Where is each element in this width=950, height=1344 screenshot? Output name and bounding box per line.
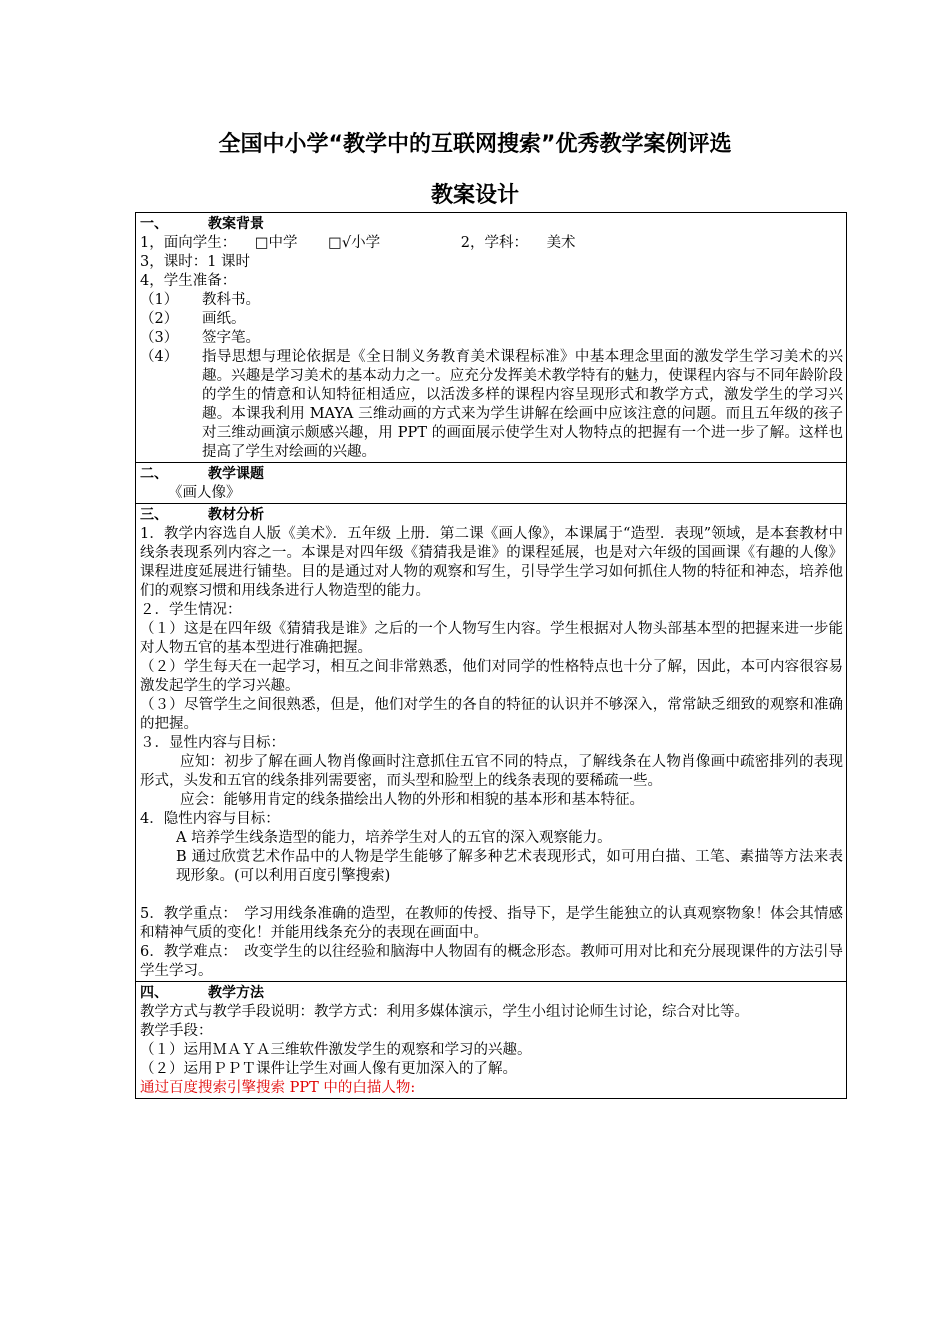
paragraph: A 培养学生线条造型的能力，培养学生对人的五官的深入观察能力。 xyxy=(176,830,612,846)
list-item: （2） 画纸。 xyxy=(140,311,246,327)
document-subtitle: 教案设计 xyxy=(430,183,519,208)
paragraph: 教学方式与教学手段说明：教学方式：利用多媒体演示，学生小组讨论师生讨论，综合对比等。 xyxy=(140,1004,749,1020)
section-topic xyxy=(136,462,846,503)
target-students-row: 1，面向学生： □中学 □√小学 2，学科： 美术 xyxy=(140,235,576,251)
lesson-plan-table xyxy=(135,212,847,1099)
subject-value: 美术 xyxy=(546,235,576,251)
paragraph: 应会：能够用肯定的线条描绘出人物的外形和相貌的基本形和基本特征。 xyxy=(180,792,644,808)
checkbox-middle-school[interactable]: □中学 xyxy=(254,235,298,251)
section-heading: 一、 教案背景 xyxy=(140,216,264,232)
section-heading: 三、 教材分析 xyxy=(140,507,264,523)
section-heading: 四、 教学方法 xyxy=(140,985,264,1001)
student-prep-label: 4，学生准备： xyxy=(140,273,237,289)
section-heading: 二、 教学课题 xyxy=(140,466,264,482)
highlighted-note: 通过百度搜索引擎搜索 PPT 中的白描人物: xyxy=(140,1080,416,1096)
document-title: 全国中小学“教学中的互联网搜索”优秀教学案例评选 xyxy=(218,132,732,157)
paragraph: （２）运用ＰＰＴ课件让学生对画人像有更加深入的了解。 xyxy=(140,1061,517,1077)
paragraph: ２．学生情况： xyxy=(140,602,242,618)
section-material-analysis xyxy=(136,503,846,981)
paragraph: （１）运用ＭＡＹＡ三维软件激发学生的观察和学习的兴趣。 xyxy=(140,1042,532,1058)
paragraph: 1．教学内容选自人版《美术》．五年级 上册．第二课《画人像》，本课属于“造型．表现”领域，是本套教材中线条表现系列内容之一。本课是对四年级《猜猜我是谁》的课程延展，也是对六年级的国画课《有趣的人像》课程进度延展进行铺垫。目的是通过对人物的观察和写生，引导学生学习如何抓住人物的特征和神态，培养他们的观察习惯和用线条进行人物造型的能力。 xyxy=(140,526,843,599)
paragraph: （３）尽管学生之间很熟悉，但是，他们对学生的各自的特征的认识并不够深入，常常缺乏细致的观察和准确的把握。 xyxy=(140,697,843,732)
paragraph: ３．显性内容与目标： xyxy=(140,735,285,751)
list-item: （3） 签字笔。 xyxy=(140,330,260,346)
paragraph: （１）这是在四年级《猜猜我是谁》之后的一个人物写生内容。学生根据对人物头部基本型的把握来进一步能对人物五官的基本型进行准确把握。 xyxy=(140,621,843,656)
lesson-topic: 《画人像》 xyxy=(168,485,241,501)
paragraph: B 通过欣赏艺术作品中的人物是学生能够了解多种艺术表现形式，如可用白描、工笔、素描等方法来表现形象。(可以利用百度引擎搜索) xyxy=(176,849,843,884)
paragraph: 教学手段： xyxy=(140,1023,213,1039)
paragraph: 5．教学重点： 学习用线条准确的造型，在教师的传授、指导下，是学生能独立的认真观察物象！体会其情感和精神气质的变化！并能用线条充分的表现在画面中。 xyxy=(140,906,843,941)
section-teaching-method xyxy=(136,981,846,1098)
list-item: （1） 教科书。 xyxy=(140,292,260,308)
paragraph: 6．教学难点： 改变学生的以往经验和脑海中人物固有的概念形态。教师可用对比和充分展现课件的方法引导学生学习。 xyxy=(140,944,843,979)
class-hours: 3，课时：1 课时 xyxy=(140,254,251,270)
section-background xyxy=(136,213,846,462)
paragraph: （２）学生每天在一起学习，相互之间非常熟悉，他们对同学的性格特点也十分了解，因此，本可内容很容易激发起学生的学习兴趣。 xyxy=(140,659,843,694)
checkbox-primary-school[interactable]: □√小学 xyxy=(328,235,381,251)
list-item: （4） 指导思想与理论依据是《全日制义务教育美术课程标准》中基本理念里面的激发学生学习美术的兴趣。兴趣是学习美术的基本动力之一。应充分发挥美术教学特有的魅力，使课程内容与不同年龄阶段的学生的情意和认知特征相适应，以活泼多样的课程内容呈现形式和教学方式，激发学生的学习兴趣。本课我利用 MAYA 三维动画的方式来为学生讲解在绘画中应该注意的问题。而且五年级的孩子对三维动画演示颇感兴趣，用 PPT 的画面展示使学生对人物特点的把握有一个进一步了解。这样也提高了学生对绘画的兴趣。 xyxy=(140,349,843,460)
paragraph: 应知：初步了解在画人物肖像画时注意抓住五官不同的特点，了解线条在人物肖像画中疏密排列的表现形式，头发和五官的线条排列需要密，而头型和脸型上的线条表现的要稀疏一些。 xyxy=(140,754,843,789)
paragraph: 4．隐性内容与目标： xyxy=(140,811,280,827)
